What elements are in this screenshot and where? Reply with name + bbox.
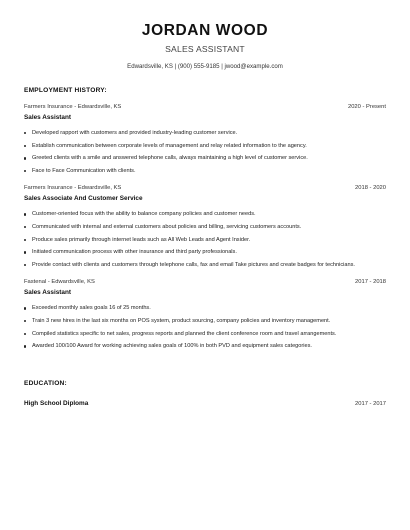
- job-bullets: [24, 208, 386, 271]
- job-bullets: [24, 302, 386, 352]
- job-entry: [24, 104, 386, 177]
- education-dates: 2017 - 2017: [355, 401, 386, 407]
- candidate-name: JORDAN WOOD: [141, 22, 269, 39]
- job-title: Sales Assistant: [24, 289, 72, 297]
- job-bullet: Produce sales primarily through internet leads such as All Web Leads and Agent Insider.: [24, 234, 386, 247]
- job-bullet: Communicated with internal and external customers about policies and billing, servicing customers accounts.: [24, 221, 386, 234]
- job-bullet: Initiated communication process with other insurance and third party professionals.: [24, 246, 386, 259]
- candidate-title: SALES ASSISTANT: [165, 44, 245, 54]
- job-bullet: Establish communication between corporate levels of management and relay related information to the agency.: [24, 140, 386, 153]
- job-entry: [24, 185, 386, 271]
- job-company: Farmers Insurance - Edwardsville, KS: [24, 185, 122, 192]
- job-title: Sales Assistant: [24, 114, 72, 121]
- job-dates: 2017 - 2018: [355, 279, 386, 286]
- job-bullets: [24, 127, 386, 177]
- job-bullet: Face to Face Communication with clients.: [24, 165, 386, 178]
- education-heading: EDUCATION:: [24, 380, 67, 387]
- job-bullet: Provide contact with clients and customers through telephone calls, fax and email Take pictures and create badges for technicians.: [24, 259, 386, 272]
- job-company: Farmers Insurance - Edwardsville, KS: [24, 104, 122, 110]
- job-entry: [24, 279, 386, 352]
- job-dates: 2020 - Present: [347, 104, 386, 110]
- employment-section: [24, 87, 386, 353]
- job-bullet: Developed rapport with customers and provided industry-leading customer service.: [24, 127, 386, 140]
- education-section: [24, 380, 386, 407]
- job-bullet: Exceeded monthly sales goals 16 of 25 months.: [24, 302, 386, 315]
- education-degree: High School Diploma: [24, 400, 89, 407]
- job-bullet: Greeted clients with a smile and answered telephone calls, always maintaining a high level of customer service.: [24, 152, 386, 165]
- job-bullet: Customer-oriented focus with the ability to balance company policies and customer needs.: [24, 208, 386, 221]
- job-company: Fastenal - Edwardsville, KS: [24, 279, 95, 286]
- job-title: Sales Associate And Customer Service: [24, 195, 143, 203]
- contact-line: Edwardsville, KS | (900) 555-9185 | jwood@example.com: [127, 63, 283, 70]
- job-bullet: Awarded 100/100 Award for working achieving sales goals of 100% in both PVD and equipment sales categories.: [24, 340, 386, 353]
- education-entry: [24, 400, 386, 407]
- resume-header: [0, 0, 410, 70]
- job-bullet: Train 3 new hires in the last six months on POS system, product sourcing, company policies and inventory management.: [24, 315, 386, 328]
- employment-heading: EMPLOYMENT HISTORY:: [24, 87, 107, 94]
- job-dates: 2018 - 2020: [355, 185, 386, 192]
- job-bullet: Compiled statistics specific to net sales, progress reports and planned the client conference room and travel arrangements.: [24, 328, 386, 341]
